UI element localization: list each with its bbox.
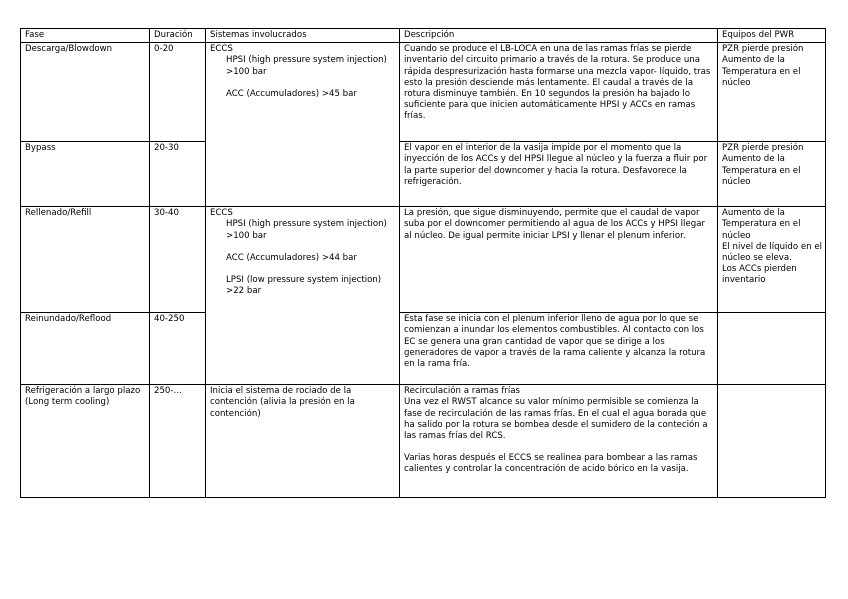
header-descripcion: Descripción bbox=[400, 29, 718, 43]
cell-sistemas: Inicia el sistema de rociado de la contención (alivia la presión en la contención) bbox=[206, 385, 400, 498]
cell-sistemas-group1 bbox=[206, 43, 400, 207]
equipos-item: PZR pierde presión bbox=[722, 44, 804, 55]
cell-equipos bbox=[718, 142, 826, 207]
equipos-item: PZR pierde presión bbox=[722, 143, 804, 154]
table-row bbox=[21, 385, 826, 498]
cell-fase: Rellenado/Refill bbox=[21, 207, 150, 313]
equipos-item: Los ACCs pierden inventario bbox=[722, 264, 797, 286]
table-header-row bbox=[21, 29, 826, 43]
table-row bbox=[21, 207, 826, 313]
sistemas-acc: ACC (Accumuladores) >45 bar bbox=[226, 88, 357, 99]
sistemas-title: ECCS bbox=[210, 208, 233, 219]
header-sistemas: Sistemas involucrados bbox=[206, 29, 400, 43]
table-row bbox=[21, 313, 826, 385]
cell-fase: Bypass bbox=[21, 142, 150, 207]
header-fase: Fase bbox=[21, 29, 150, 43]
cell-sistemas-group2 bbox=[206, 207, 400, 385]
descripcion-paragraph: Varias horas después el ECCS se realinea para bombear a las ramas calientes y controlar la concentración de acido bórico en la vasija. bbox=[404, 453, 698, 475]
cell-fase: Refrigeración a largo plazo (Long term cooling) bbox=[21, 385, 150, 498]
sistemas-lpsi: LPSI (low pressure system injection) >22 bar bbox=[226, 275, 382, 297]
header-equipos: Equipos del PWR bbox=[718, 29, 826, 43]
equipos-item: Aumento de la Temperatura en el núcleo bbox=[722, 55, 801, 88]
sistemas-hpsi: HPSI (high pressure system injection) >100 bar bbox=[226, 219, 387, 241]
sistemas-title: ECCS bbox=[210, 44, 233, 55]
cell-fase: Descarga/Blowdown bbox=[21, 43, 150, 142]
header-duracion: Duración bbox=[150, 29, 206, 43]
cell-equipos bbox=[718, 313, 826, 385]
cell-descripcion: Esta fase se inicia con el plenum inferior lleno de agua por lo que se comienzan a inundar los elementos combustibles. Al contacto con los EC se genera una gran cantidad de vapor que se dirige a los generadores de vapor a través de la rama caliente y alcanza la rotura en la rama fría. bbox=[400, 313, 718, 385]
cell-duracion: 20-30 bbox=[150, 142, 206, 207]
table-row bbox=[21, 142, 826, 207]
table-row bbox=[21, 43, 826, 142]
equipos-item: El nivel de líquido en el núcleo se eleva. bbox=[722, 241, 822, 264]
sistemas-acc: ACC (Accumuladores) >44 bar bbox=[226, 252, 357, 263]
cell-descripcion bbox=[400, 385, 718, 498]
sistemas-hpsi: HPSI (high pressure system injection) >100 bar bbox=[226, 55, 387, 77]
cell-equipos bbox=[718, 207, 826, 313]
cell-equipos bbox=[718, 43, 826, 142]
equipos-item: Aumento de la Temperatura en el núcleo bbox=[722, 208, 801, 241]
cell-fase: Reinundado/Reflood bbox=[21, 313, 150, 385]
cell-duracion: 40-250 bbox=[150, 313, 206, 385]
cell-equipos bbox=[718, 385, 826, 498]
cell-descripcion: Cuando se produce el LB-LOCA en una de las ramas frías se pierde inventario del circuito primario a través de la rotura. Se produce una rápida despresurización hasta formarse una mezcla vapor- líquido, tras esto la presión desciende más lentamente. El caudal a través de la rotura disminuye también. En 10 segundos la presión ha bajado lo suficiente para que inicien automáticamente HPSI y ACCs en ramas frías. bbox=[400, 43, 718, 142]
descripcion-title: Recirculación a ramas frías bbox=[404, 386, 521, 397]
cell-duracion: 250-… bbox=[150, 385, 206, 498]
cell-descripcion: La presión, que sigue disminuyendo, permite que el caudal de vapor suba por el downcomer permitiendo al agua de los ACCs y HPSI llegar al núcleo. De igual permite iniciar LPSI y llenar el plenum inferior. bbox=[400, 207, 718, 313]
equipos-item: Aumento de la Temperatura en el núcleo bbox=[722, 154, 801, 187]
descripcion-paragraph: Una vez el RWST alcance su valor mínimo permisible se comienza la fase de recirculación de las ramas frías. En el cual el agua borada que ha salido por la rotura se bombea desde el sumidero de la conteción a las ramas frías del RCS. bbox=[404, 397, 708, 442]
cell-descripcion: El vapor en el interior de la vasija impide por el momento que la inyección de los ACCs y del HPSI llegue al núcleo y la fuerza a fluir por la parte superior del downcomer y hacia la rotura. Desfavorece la refrigeración. bbox=[400, 142, 718, 207]
cell-duracion: 0-20 bbox=[150, 43, 206, 142]
lbloca-phases-table bbox=[20, 28, 826, 498]
cell-duracion: 30-40 bbox=[150, 207, 206, 313]
